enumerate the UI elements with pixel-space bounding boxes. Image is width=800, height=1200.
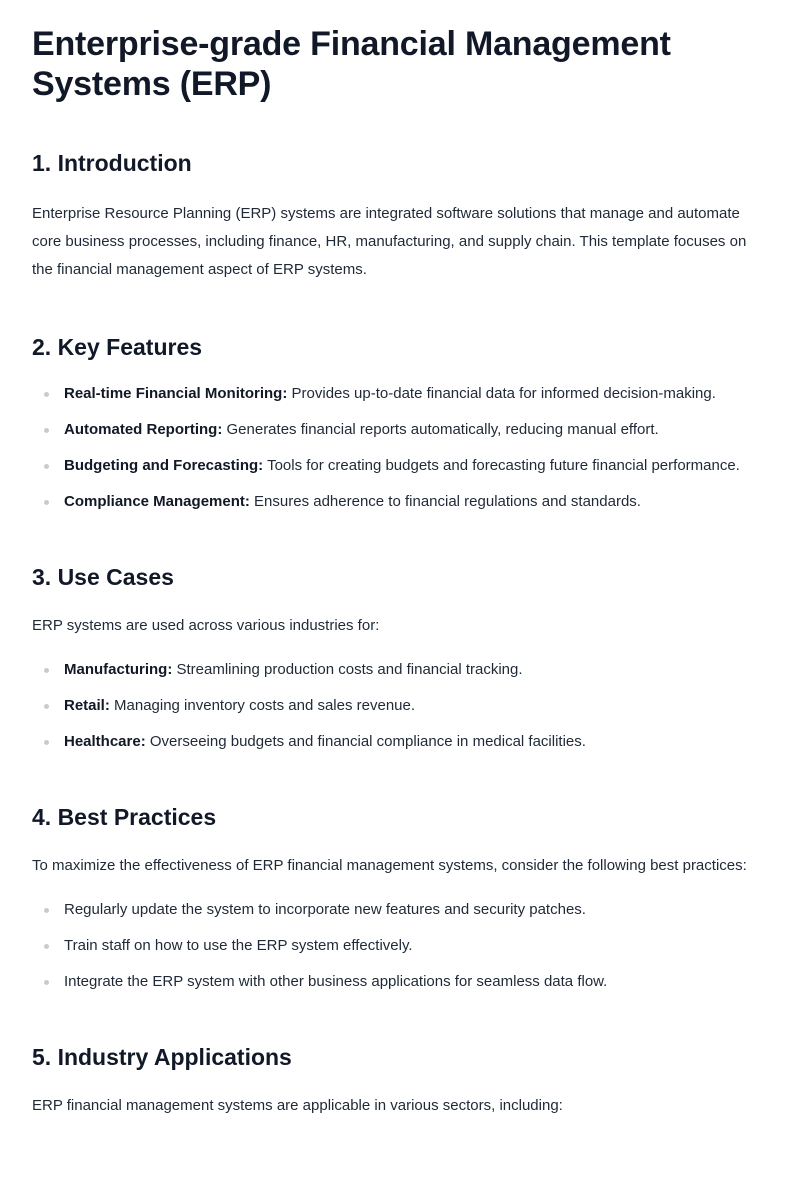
list-item-text: Train staff on how to use the ERP system effectively. — [64, 937, 413, 954]
section-use-cases — [32, 562, 768, 754]
list-item-term: Budgeting and Forecasting: — [64, 457, 264, 474]
list-item-term: Manufacturing: — [64, 661, 173, 678]
bullet-list — [32, 382, 768, 514]
list-item-term: Real-time Financial Monitoring: — [64, 385, 288, 402]
section-key-features — [32, 332, 768, 514]
section-best-practices — [32, 802, 768, 994]
section-heading: 3. Use Cases — [32, 564, 174, 590]
list-item — [32, 658, 768, 682]
list-item — [32, 490, 768, 514]
page-title: Enterprise-grade Financial Management Systems (ERP) — [32, 25, 671, 103]
list-item — [32, 418, 768, 442]
list-item — [32, 454, 768, 478]
list-item-text: Provides up-to-date financial data for informed decision-making. — [287, 385, 716, 402]
list-item-term: Compliance Management: — [64, 493, 250, 510]
section-paragraph: To maximize the effectiveness of ERP financial management systems, consider the following best practices: — [32, 857, 747, 874]
section-paragraph: ERP financial management systems are applicable in various sectors, including: — [32, 1097, 563, 1114]
section-heading: 1. Introduction — [32, 150, 192, 176]
list-item-text: Generates financial reports automatically, reducing manual effort. — [222, 421, 659, 438]
section-industry-applications — [32, 1042, 768, 1120]
bullet-list — [32, 658, 768, 754]
section-paragraph: ERP systems are used across various industries for: — [32, 617, 380, 634]
list-item-text: Streamlining production costs and financial tracking. — [172, 661, 523, 678]
list-item-text: Ensures adherence to financial regulations and standards. — [249, 493, 641, 510]
list-item — [32, 694, 768, 718]
list-item — [32, 382, 768, 406]
bullet-list — [32, 898, 768, 994]
section-paragraph: Enterprise Resource Planning (ERP) systems are integrated software solutions that manage and automate core business processes, including finance, HR, manufacturing, and supply chain. This template focuses on the financial management aspect of ERP systems. — [32, 205, 747, 278]
section-introduction — [32, 148, 768, 284]
section-heading: 4. Best Practices — [32, 804, 217, 830]
list-item-text: Integrate the ERP system with other business applications for seamless data flow. — [64, 973, 608, 990]
section-heading: 5. Industry Applications — [32, 1044, 292, 1070]
list-item — [32, 934, 768, 958]
list-item-term: Healthcare: — [64, 733, 146, 750]
list-item-text: Managing inventory costs and sales revenue. — [109, 697, 416, 714]
list-item-term: Retail: — [64, 697, 110, 714]
list-item — [32, 970, 768, 994]
list-item-text: Tools for creating budgets and forecasting future financial performance. — [263, 457, 740, 474]
list-item — [32, 898, 768, 922]
list-item-text: Overseeing budgets and financial compliance in medical facilities. — [145, 733, 586, 750]
section-heading: 2. Key Features — [32, 334, 203, 360]
list-item-term: Automated Reporting: — [64, 421, 223, 438]
list-item-text: Regularly update the system to incorporate new features and security patches. — [64, 901, 586, 918]
list-item — [32, 730, 768, 754]
